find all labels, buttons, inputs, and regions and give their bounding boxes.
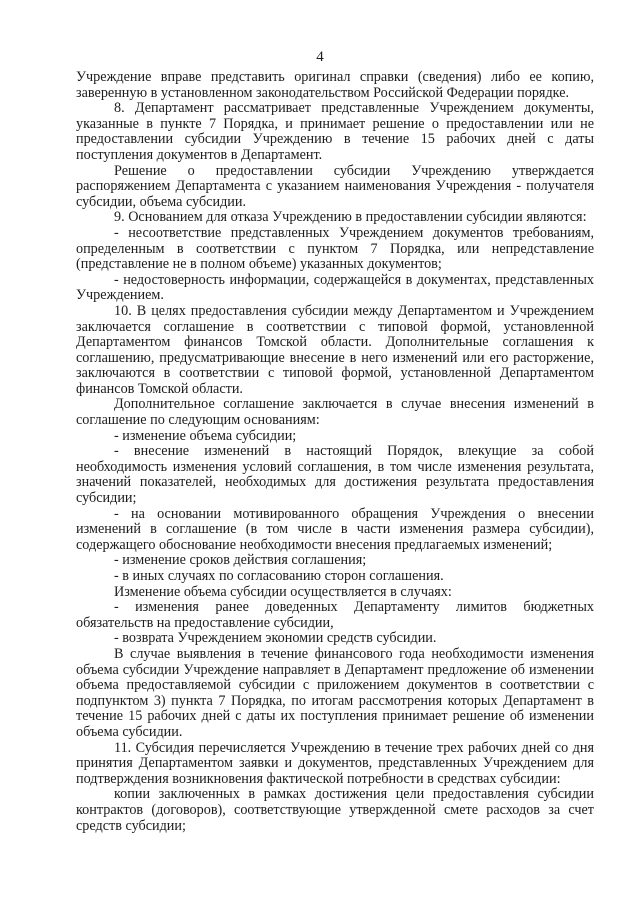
list-item: - внесение изменений в настоящий Порядок, влекущие за собой необходимость изменения условий соглашения, в том числе изменения результата, значений показателей, необходимых для достижения результата предоставления субсидии; xyxy=(76,443,594,507)
list-item: - изменение сроков действия соглашения; xyxy=(114,552,367,569)
paragraph: Дополнительное соглашение заключается в случае внесения изменений в соглашение по следующим основаниям: xyxy=(76,396,594,429)
paragraph: В случае выявления в течение финансового года необходимости изменения объема субсидии Учреждение направляет в Департамент предложение об изменении объема предоставляемой субсидии с приложением документов в соответствии с подпунктом 3) пункта 7 Порядка, по итогам рассмотрения которых Департамент в течение 15 рабочих дней с даты их поступления принимает решение об изменении объема субсидии. xyxy=(76,645,594,740)
list-item: - недостоверность информации, содержащейся в документах, представленных Учреждением. xyxy=(76,271,594,304)
paragraph: 11. Субсидия перечисляется Учреждению в течение трех рабочих дней со дня принятия Департаментом заявки и документов, представленных Учреждением для подтверждения возникновения фактической потребности в средствах субсидии: xyxy=(76,739,594,787)
paragraph: 10. В целях предоставления субсидии между Департаментом и Учреждением заключается соглашение в соответствии с типовой формой, установленной Департаментом финансов Томской области. Дополнительные соглашения к соглашению, предусматривающие внесение в него изменений или его расторжение, заключаются в соответствии с типовой формой, установленной Департаментом финансов Томской области. xyxy=(76,302,594,397)
list-item: - изменение объема субсидии; xyxy=(114,427,297,444)
paragraph: 9. Основанием для отказа Учреждению в предоставлении субсидии являются: xyxy=(114,209,587,226)
list-item: - на основании мотивированного обращения Учреждения о внесении изменений в соглашение (в том числе в части изменения размера субсидии), содержащего обоснование необходимости внесения предлагаемых изменений; xyxy=(76,505,594,553)
paragraph: Изменение объема субсидии осуществляется в случаях: xyxy=(114,583,452,600)
paragraph: Решение о предоставлении субсидии Учреждению утверждается распоряжением Департамента с указанием наименования Учреждения - получателя субсидии, объема субсидии. xyxy=(76,162,594,210)
page-number: 4 xyxy=(316,49,324,65)
list-item: - в иных случаях по согласованию сторон соглашения. xyxy=(114,568,444,584)
list-item: - изменения ранее доведенных Департаменту лимитов бюджетных обязательств на предоставление субсидии, xyxy=(76,599,594,631)
paragraph: копии заключенных в рамках достижения цели предоставления субсидии контрактов (договоров), соответствующие утвержденной смете расходов за счет средств субсидии; xyxy=(76,786,594,834)
list-item: - возврата Учреждением экономии средств субсидии. xyxy=(114,630,437,647)
document-body xyxy=(76,70,594,834)
paragraph: 8. Департамент рассматривает представленные Учреждением документы, указанные в пункте 7 Порядка, и принимает решение о предоставлении или не предоставлении субсидии Учреждению в течение 15 рабочих дней с даты поступления документов в Департамент. xyxy=(76,100,594,163)
paragraph: Учреждение вправе представить оригинал справки (сведения) либо ее копию, заверенную в установленном законодательством Российской Федерации порядке. xyxy=(76,69,594,101)
list-item: - несоответствие представленных Учреждением документов требованиям, определенным в соответствии с пунктом 7 Порядка, или непредставление (представление не в полном объеме) указанных документов; xyxy=(76,224,594,273)
